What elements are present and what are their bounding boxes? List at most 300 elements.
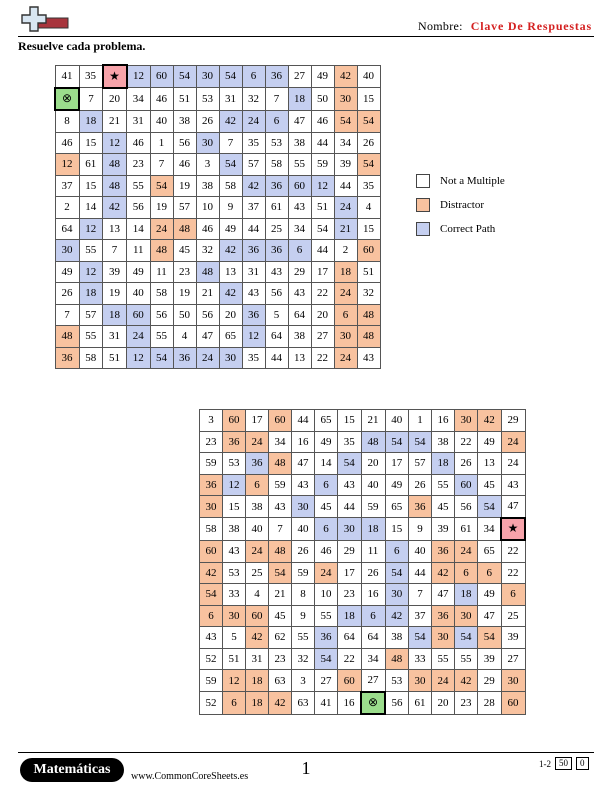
grid-cell: 22 (501, 562, 525, 584)
grid-cell: 60 (501, 692, 525, 715)
grid-cell: 19 (150, 197, 173, 219)
grid-cell: 12 (79, 261, 103, 283)
grid-cell: 55 (432, 474, 455, 496)
grid-cell: 30 (292, 496, 315, 518)
grid-cell: 42 (219, 110, 242, 132)
grid-cell: 20 (432, 692, 455, 715)
grid-cell: 37 (409, 605, 432, 627)
grid-cell: 58 (265, 154, 288, 176)
grid-cell: 30 (409, 670, 432, 692)
grid-cell: 32 (196, 240, 219, 262)
grid-cell: 47 (432, 584, 455, 606)
grid-cell: 60 (200, 540, 223, 562)
grid-cell: 45 (269, 605, 292, 627)
grid-cell: 24 (455, 540, 478, 562)
grid-cell: 39 (432, 518, 455, 541)
grid-cell: 18 (334, 261, 357, 283)
grid-cell: 48 (150, 240, 173, 262)
grid-cell: 17 (311, 261, 334, 283)
grid-cell: 54 (315, 648, 338, 670)
grid-cell: 24 (127, 326, 151, 348)
grid-cell: 17 (385, 453, 409, 475)
grid-cell: 40 (357, 65, 380, 88)
grid-cell: 47 (292, 453, 315, 475)
grid-cell: 39 (334, 154, 357, 176)
grid-cell: 7 (150, 154, 173, 176)
grid-cell: 50 (173, 304, 196, 326)
grid-cell: 65 (315, 410, 338, 432)
grid-cell: 47 (501, 496, 525, 518)
grid-cell: 6 (385, 540, 409, 562)
legend-label: Not a Multiple (440, 175, 505, 187)
grid-cell: 29 (501, 410, 525, 432)
grid-cell: 38 (196, 175, 219, 197)
grid-cell: 48 (357, 304, 380, 326)
grid-cell: 23 (200, 431, 223, 453)
grid-cell: 48 (196, 261, 219, 283)
grid-cell: 56 (265, 283, 288, 305)
grid-cell: 18 (79, 110, 103, 132)
grid-row (200, 474, 526, 496)
grid-cell: 18 (79, 283, 103, 305)
grid-cell: 21 (103, 110, 127, 132)
grid-cell: 31 (242, 261, 265, 283)
grid-cell: 54 (385, 431, 409, 453)
grid-cell: 46 (173, 154, 196, 176)
grid-cell: 60 (357, 240, 380, 262)
grid-cell: 43 (269, 496, 292, 518)
grid-cell: 59 (361, 496, 385, 518)
grid-cell: 64 (338, 627, 362, 649)
grid-cell: 26 (292, 540, 315, 562)
grid-cell: 4 (173, 326, 196, 348)
grid-cell: 49 (478, 431, 502, 453)
legend-item-correct-path (416, 221, 505, 237)
grid-cell: 48 (269, 453, 292, 475)
grid-cell: 21 (334, 218, 357, 240)
grid-cell: 30 (501, 670, 525, 692)
grid-cell: 41 (315, 692, 338, 715)
grid-row (55, 88, 380, 111)
grid-cell: 40 (127, 283, 151, 305)
problem-range: 1-2 (539, 758, 551, 769)
grid-cell: 58 (219, 175, 242, 197)
grid-cell: 30 (432, 627, 455, 649)
grid-cell: 30 (455, 410, 478, 432)
grid-cell: 54 (173, 65, 196, 88)
grid-cell: 31 (219, 88, 242, 111)
grid-cell: 54 (409, 627, 432, 649)
grid-cell: 15 (357, 218, 380, 240)
grid-cell: 36 (315, 627, 338, 649)
grid-cell: 42 (219, 283, 242, 305)
grid-cell: 36 (246, 453, 269, 475)
grid-cell: 53 (223, 453, 246, 475)
grid-cell: 48 (269, 540, 292, 562)
grid-cell: 55 (432, 648, 455, 670)
grid-cell: 16 (292, 431, 315, 453)
grid-cell: 25 (501, 605, 525, 627)
grid-cell: 7 (409, 584, 432, 606)
name-label: Nombre: (418, 19, 463, 33)
grid-cell: 13 (288, 347, 311, 369)
grid-cell: 55 (455, 648, 478, 670)
grid-cell: 23 (269, 648, 292, 670)
grid-cell: 18 (432, 453, 455, 475)
grid-cell: 64 (361, 627, 385, 649)
grid-cell: 24 (334, 347, 357, 369)
swatch-orange (416, 198, 430, 212)
grid-cell: 15 (357, 88, 380, 111)
grid-cell: 38 (246, 496, 269, 518)
grid-cell: 48 (103, 154, 127, 176)
grid-cell: 60 (246, 605, 269, 627)
grid-cell: 24 (432, 670, 455, 692)
grid-row (200, 692, 526, 715)
grid-cell: 14 (79, 197, 103, 219)
grid-cell: 26 (455, 453, 478, 475)
grid-cell: 18 (338, 605, 362, 627)
grid-cell: 56 (150, 304, 173, 326)
grid-cell: 6 (455, 562, 478, 584)
grid-cell: 29 (288, 261, 311, 283)
grid-cell: 48 (173, 218, 196, 240)
grid-cell: 45 (173, 240, 196, 262)
grid-cell: 6 (315, 474, 338, 496)
grid-cell: 3 (292, 670, 315, 692)
grid-cell: 57 (173, 197, 196, 219)
grid-cell: 34 (334, 132, 357, 154)
grid-cell: 24 (334, 197, 357, 219)
grid-cell: 48 (357, 326, 380, 348)
grid-cell: 65 (478, 540, 502, 562)
grid-cell: 35 (242, 132, 265, 154)
grid-cell: 23 (173, 261, 196, 283)
grid-cell: 17 (338, 562, 362, 584)
grid-cell: 6 (315, 518, 338, 541)
grid-cell: 61 (79, 154, 103, 176)
grid-cell: 37 (242, 197, 265, 219)
grid-row (200, 584, 526, 606)
grid-cell: 38 (288, 132, 311, 154)
grid-cell: 9 (219, 197, 242, 219)
grid-cell: 48 (361, 431, 385, 453)
grid-row (55, 347, 380, 369)
grid-cell: 14 (315, 453, 338, 475)
grid-cell: 36 (265, 65, 288, 88)
grid-cell: 9 (409, 518, 432, 541)
grid-cell: 22 (455, 431, 478, 453)
grid-cell: 36 (242, 240, 265, 262)
grid-cell: 55 (150, 326, 173, 348)
grid-cell: 26 (357, 132, 380, 154)
grid-cell: 52 (200, 692, 223, 715)
header-rule (18, 36, 594, 37)
grid-cell: 15 (385, 518, 409, 541)
grid-cell: 49 (385, 474, 409, 496)
grid-cell: 64 (55, 218, 79, 240)
grid-cell: 54 (409, 431, 432, 453)
grid-cell: 12 (55, 154, 79, 176)
grid-row (55, 218, 380, 240)
grid-cell: 22 (311, 347, 334, 369)
grid-cell: 17 (246, 410, 269, 432)
grid-cell: 5 (223, 627, 246, 649)
grid-cell: 13 (103, 218, 127, 240)
grid-cell: 36 (200, 474, 223, 496)
grid-cell: 42 (242, 175, 265, 197)
grid-cell: 19 (173, 175, 196, 197)
grid-cell: 18 (288, 88, 311, 111)
grid-cell: 44 (334, 175, 357, 197)
grid-cell: 7 (219, 132, 242, 154)
grid-cell: 45 (315, 496, 338, 518)
grid-cell: 53 (265, 132, 288, 154)
grid-row (200, 410, 526, 432)
grid-cell: 44 (265, 347, 288, 369)
grid-row (200, 605, 526, 627)
grid-cell: 13 (478, 453, 502, 475)
grid-cell: 24 (501, 431, 525, 453)
grid-cell: 59 (200, 453, 223, 475)
grid-cell: 30 (219, 347, 242, 369)
plus-logo-icon (18, 5, 78, 39)
grid-cell: 43 (501, 474, 525, 496)
grid-cell: 24 (246, 540, 269, 562)
grid-cell: 54 (219, 65, 242, 88)
grid-cell: 55 (292, 627, 315, 649)
grid-cell: 62 (269, 627, 292, 649)
grid-cell: 11 (150, 261, 173, 283)
grid-cell: 47 (288, 110, 311, 132)
grid-cell: 19 (173, 283, 196, 305)
grid-cell: 31 (103, 326, 127, 348)
grid-cell: 3 (200, 410, 223, 432)
grid-row (55, 240, 380, 262)
grid-cell: 26 (361, 562, 385, 584)
grid-cell: 43 (242, 283, 265, 305)
grid-cell: 54 (455, 627, 478, 649)
grid-cell: 32 (292, 648, 315, 670)
grid-cell: 54 (478, 496, 502, 518)
grid-cell: 23 (455, 692, 478, 715)
grid-cell: 27 (288, 65, 311, 88)
grid-cell: 43 (357, 347, 380, 369)
grid-cell: 64 (288, 304, 311, 326)
grid-cell: 16 (432, 410, 455, 432)
grid-cell: 42 (455, 670, 478, 692)
grid-cell: 51 (223, 648, 246, 670)
grid-cell: 42 (478, 410, 502, 432)
grid-cell: 6 (265, 110, 288, 132)
grid-cell: 6 (334, 304, 357, 326)
grid-cell: 57 (242, 154, 265, 176)
grid-cell: 53 (385, 670, 409, 692)
grid-cell: 2 (334, 240, 357, 262)
grid-cell: 38 (223, 518, 246, 541)
grid-cell: 42 (334, 65, 357, 88)
grid-cell: 12 (223, 670, 246, 692)
grid-cell: 54 (150, 175, 173, 197)
grid-cell: 59 (292, 562, 315, 584)
legend-label: Correct Path (440, 223, 496, 235)
grid-cell: 56 (127, 197, 151, 219)
grid-cell: 33 (409, 648, 432, 670)
grid-cell: 10 (315, 584, 338, 606)
grid-cell: 8 (292, 584, 315, 606)
grid-cell: 32 (357, 283, 380, 305)
grid-cell: 44 (292, 410, 315, 432)
grid-cell: 53 (196, 88, 219, 111)
legend-item-distractor (416, 197, 505, 213)
grid-cell: 18 (103, 304, 127, 326)
grid-cell: 44 (242, 218, 265, 240)
grid-cell: 20 (361, 453, 385, 475)
grid-cell: 24 (242, 110, 265, 132)
grid-cell: 60 (127, 304, 151, 326)
grid-cell: 45 (478, 474, 502, 496)
grid-cell: 49 (55, 261, 79, 283)
grid-cell: 57 (409, 453, 432, 475)
grid-cell: 5 (265, 304, 288, 326)
website-url: www.CommonCoreSheets.es (131, 771, 249, 782)
grid-cell: 35 (357, 175, 380, 197)
grid-cell: 27 (361, 670, 385, 692)
grid-cell: 20 (219, 304, 242, 326)
grid-cell: 27 (501, 648, 525, 670)
grid-cell: 36 (432, 605, 455, 627)
grid-cell: 54 (338, 453, 362, 475)
grid-cell: 4 (246, 584, 269, 606)
grid-cell: 42 (246, 627, 269, 649)
grid-cell: 7 (79, 88, 103, 111)
grid-cell: 51 (173, 88, 196, 111)
grid-cell: 55 (127, 175, 151, 197)
grid-cell: 38 (432, 431, 455, 453)
start-cell: ⊗ (361, 692, 385, 715)
page-number: 1 (301, 758, 311, 778)
grid-cell: 60 (455, 474, 478, 496)
grid-cell: 49 (219, 218, 242, 240)
grid-row (200, 648, 526, 670)
grid-cell: 54 (334, 110, 357, 132)
grid-cell: 44 (338, 496, 362, 518)
grid-cell: 48 (55, 326, 79, 348)
grid-cell: 21 (196, 283, 219, 305)
start-cell: ⊗ (55, 88, 79, 111)
grid-cell: 54 (150, 347, 173, 369)
grid-cell: 36 (242, 304, 265, 326)
grid-cell: 4 (357, 197, 380, 219)
grid-cell: 30 (200, 496, 223, 518)
grid-cell: 1 (409, 410, 432, 432)
grid-cell: 54 (219, 154, 242, 176)
grid-cell: 37 (55, 175, 79, 197)
grid-cell: 42 (103, 197, 127, 219)
grid-cell: 44 (311, 240, 334, 262)
maze-grid-1 (54, 64, 381, 369)
grid-cell: 24 (196, 347, 219, 369)
grid-cell: 30 (223, 605, 246, 627)
grid-cell: 55 (79, 240, 103, 262)
swatch-blue (416, 222, 430, 236)
grid-cell: 24 (150, 218, 173, 240)
grid-cell: 42 (385, 605, 409, 627)
grid-cell: 34 (127, 88, 151, 111)
grid-cell: 29 (338, 540, 362, 562)
grid-cell: 54 (385, 562, 409, 584)
grid-row (200, 540, 526, 562)
grid-row (55, 132, 380, 154)
grid-cell: 63 (292, 692, 315, 715)
grid-cell: 61 (265, 197, 288, 219)
grid-cell: 13 (219, 261, 242, 283)
grid-cell: 51 (357, 261, 380, 283)
grid-cell: 46 (55, 132, 79, 154)
grid-cell: 27 (311, 326, 334, 348)
grid-cell: 38 (385, 627, 409, 649)
grid-cell: 54 (357, 110, 380, 132)
grid-cell: 25 (246, 562, 269, 584)
grid-cell: 61 (455, 518, 478, 541)
grid-cell: 26 (409, 474, 432, 496)
grid-cell: 6 (246, 474, 269, 496)
swatch-white (416, 174, 430, 188)
grid-cell: 56 (173, 132, 196, 154)
grid-cell: 10 (196, 197, 219, 219)
grid-cell: 43 (288, 283, 311, 305)
grid-cell: 21 (269, 584, 292, 606)
grid-cell: 38 (173, 110, 196, 132)
grid-cell: 6 (223, 692, 246, 715)
subject-badge: Matemáticas (20, 758, 124, 782)
grid-cell: 19 (103, 283, 127, 305)
grid-cell: 65 (385, 496, 409, 518)
grid-cell: 39 (103, 261, 127, 283)
grid-cell: 58 (200, 518, 223, 541)
grid-cell: 58 (150, 283, 173, 305)
grid-cell: 40 (409, 540, 432, 562)
grid-cell: 44 (409, 562, 432, 584)
grid-cell: 18 (361, 518, 385, 541)
grid-cell: 43 (288, 197, 311, 219)
grid-cell: 35 (242, 347, 265, 369)
grid-cell: 20 (311, 304, 334, 326)
name-line (418, 19, 592, 34)
grid-cell: 15 (79, 132, 103, 154)
grid-cell: 55 (288, 154, 311, 176)
footer-rule (18, 752, 594, 753)
grid-cell: 56 (455, 496, 478, 518)
grid-cell: 59 (200, 670, 223, 692)
grid-cell: 7 (269, 518, 292, 541)
grid-cell: 6 (478, 562, 502, 584)
grid-cell: 43 (292, 474, 315, 496)
grid-cell: 57 (79, 304, 103, 326)
grid-cell: 56 (196, 304, 219, 326)
legend (416, 173, 505, 245)
grid-row (55, 110, 380, 132)
grid-row (55, 175, 380, 197)
grid-row (55, 197, 380, 219)
score-meta (539, 757, 589, 770)
grid-cell: 15 (79, 175, 103, 197)
grid-cell: 60 (223, 410, 246, 432)
grid-cell: 7 (55, 304, 79, 326)
grid-row (200, 562, 526, 584)
grid-cell: 1 (150, 132, 173, 154)
grid-cell: 12 (79, 218, 103, 240)
